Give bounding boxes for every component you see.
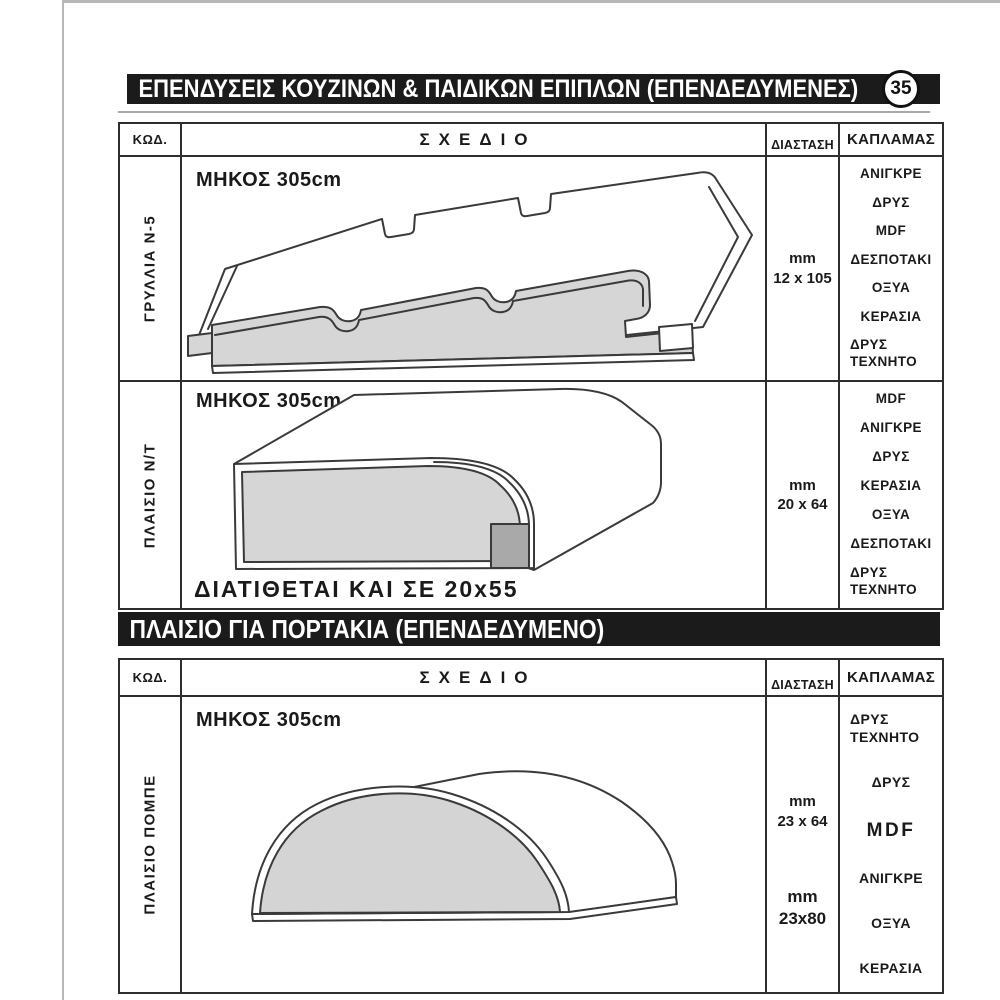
row1-dimension-cell [767, 157, 840, 382]
row1-veneer-list [840, 157, 942, 382]
veneer-item: ΚΕΡΑΣΙΑ [860, 478, 922, 494]
col-header-dimension-1: ΔΙΑΣΤΑΣΗ [767, 124, 840, 157]
veneer-item: ΔΡΥΣ [872, 449, 910, 465]
section2-header-bar [118, 612, 940, 646]
section1-header-bar [127, 74, 940, 104]
veneer-item: ΔΡΥΣ [872, 194, 910, 210]
row3-dimension-cell [767, 697, 840, 992]
row2-code-cell [120, 382, 182, 608]
veneer-item: ΔΕΣΠΟΤΑΚΙ [850, 536, 932, 552]
frame-corner-block [491, 524, 529, 568]
drawing-plaisio-pompe [182, 742, 767, 977]
veneer-item: ΔΡΥΣ ΤΕΧΝΗΤΟ [850, 711, 920, 745]
dimension-size: 23 x 64 [777, 812, 828, 830]
row3-code: ΠΛΑΙΣΙΟ ΠΟΜΠΕ [141, 774, 159, 915]
molding-base-tab [188, 333, 212, 356]
veneer-table-1 [118, 122, 944, 610]
page-number-badge [882, 70, 920, 108]
dimension-value [773, 249, 831, 288]
dimension-value [777, 792, 827, 831]
veneer-item: MDF [875, 223, 907, 239]
veneer-item: ΔΡΥΣ ΤΕΧΝΗΤΟ [850, 565, 918, 598]
row1-code-cell [120, 157, 182, 382]
row1-length-label: ΜΗΚΟΣ 305cm [196, 169, 342, 191]
veneer-item: ΔΕΣΠΟΤΑΚΙ [850, 251, 932, 267]
dimension-size: 23x80 [778, 909, 827, 929]
page-number: 35 [890, 78, 912, 99]
veneer-item: ΚΕΡΑΣΙΑ [860, 308, 922, 324]
veneer-item: ΑΝΙΓΚΡΕ [858, 870, 924, 887]
veneer-table-2 [118, 658, 944, 994]
veneer-item: ΑΝΙΓΚΡΕ [860, 420, 922, 436]
col-header-code-2: ΚΩΔ. [120, 660, 182, 697]
row2-availability-note: ΔΙΑΤΙΘΕΤΑΙ ΚΑΙ ΣΕ 20x55 [194, 576, 519, 602]
section2-title: ΠΛΑΙΣΙΟ ΓΙΑ ΠΟΡΤΑΚΙΑ (ΕΠΕΝΔΕΔΥΜΕΝΟ) [129, 613, 605, 644]
molding-end-notch [659, 324, 693, 351]
row3-veneer-list [840, 697, 942, 992]
page-edge-line-vertical [62, 0, 64, 1000]
veneer-item: ΔΡΥΣ [871, 773, 911, 790]
col-header-drawing-2: ΣΧΕΔΙΟ [182, 660, 767, 697]
veneer-item: MDF [875, 391, 907, 406]
row1-code: ΓΡΥΛΛΙΑ Ν-5 [141, 214, 159, 323]
row2-length-label: ΜΗΚΟΣ 305cm [196, 390, 342, 412]
frame-inner-face [242, 466, 520, 562]
row2-code: ΠΛΑΙΣΙΟ Ν/Τ [141, 442, 159, 548]
row1-drawing-cell [182, 157, 767, 382]
col-header-veneer-1: ΚΑΠΛΑΜΑΣ [840, 124, 942, 157]
drawing-gryllia-n5 [182, 157, 767, 382]
dimension-unit: mm [789, 476, 816, 494]
row3-length-label: ΜΗΚΟΣ 305cm [196, 709, 342, 731]
col-header-dimension-2: ΔΙΑΣΤΑΣΗ [767, 660, 840, 697]
dimension-size: 12 x 105 [773, 269, 832, 287]
veneer-item: ΑΝΙΓΚΡΕ [860, 166, 922, 181]
veneer-item: MDF [866, 819, 916, 841]
col-header-veneer-2: ΚΑΠΛΑΜΑΣ [840, 660, 942, 697]
col-header-drawing-1: ΣΧΕΔΙΟ [182, 124, 767, 157]
row2-dimension-cell [767, 382, 840, 608]
row3-code-cell [120, 697, 182, 992]
veneer-item: ΔΡΥΣ ΤΕΧΝΗΤΟ [850, 337, 918, 370]
row2-veneer-list [840, 382, 942, 608]
veneer-item: ΟΞΥΑ [871, 507, 911, 523]
col-header-code-1: ΚΩΔ. [120, 124, 182, 157]
veneer-item: ΚΕΡΑΣΙΑ [859, 960, 923, 977]
row2-drawing-cell [182, 382, 767, 608]
section1-title: ΕΠΕΝΔΥΣΕΙΣ ΚΟΥΖΙΝΩΝ & ΠΑΙΔΙΚΩΝ ΕΠΙΠΛΩΝ (ΕΠΕΝΔΕΔΥΜΕΝΕΣ) [138, 74, 859, 103]
page-edge-line-horizontal [62, 0, 1000, 3]
dimension-unit: mm [787, 887, 818, 906]
dimension-size: 20 x 64 [777, 496, 828, 513]
row3-drawing-cell [182, 697, 767, 992]
veneer-item: ΟΞΥΑ [871, 280, 911, 296]
separator-line [118, 111, 930, 113]
dimension-value [777, 476, 827, 515]
dimension-value [779, 886, 826, 930]
drawing-plaisio-nt [182, 382, 767, 572]
dimension-unit: mm [789, 250, 816, 267]
veneer-item: ΟΞΥΑ [871, 915, 911, 932]
dimension-unit: mm [789, 793, 816, 810]
